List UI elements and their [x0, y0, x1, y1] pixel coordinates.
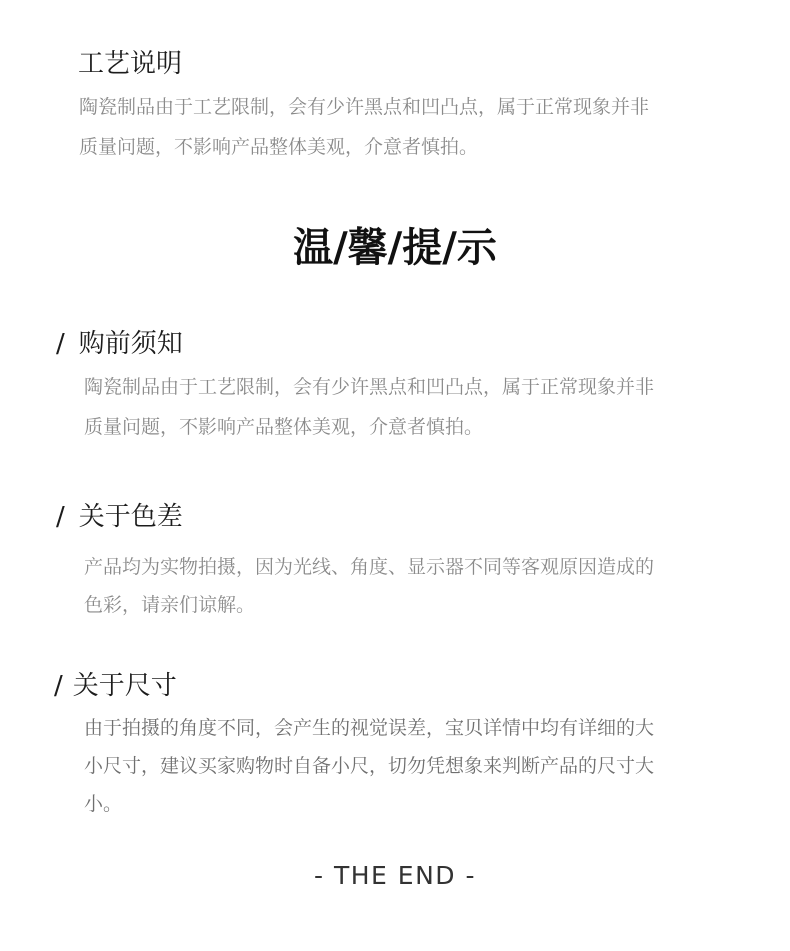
craft-title: 工艺说明 — [78, 49, 183, 79]
section-heading-color-difference — [56, 497, 183, 537]
section-title: 购前须知 — [78, 329, 183, 359]
section-line: 质量问题，不影响产品整体美观，介意者慎拍。 — [84, 416, 484, 438]
the-end-footer: - THE END - — [314, 861, 476, 890]
section-line: 色彩，请亲们谅解。 — [84, 594, 256, 616]
section-slash: / — [56, 329, 65, 359]
craft-line-2: 质量问题，不影响产品整体美观，介意者慎拍。 — [79, 136, 479, 158]
section-heading-before-purchase — [56, 324, 183, 364]
section-heading-size — [54, 666, 177, 706]
section-slash: / — [54, 671, 63, 701]
section-line: 产品均为实物拍摄，因为光线、角度、显示器不同等客观原因造成的 — [84, 556, 655, 578]
main-title: 温/馨/提/示 — [293, 224, 497, 271]
craft-line-1: 陶瓷制品由于工艺限制，会有少许黑点和凹凸点，属于正常现象并非 — [79, 96, 650, 118]
section-line: 小尺寸，建议买家购物时自备小尺，切勿凭想象来判断产品的尺寸大 — [84, 755, 655, 777]
section-line: 陶瓷制品由于工艺限制，会有少许黑点和凹凸点，属于正常现象并非 — [84, 376, 655, 398]
section-line: 小。 — [84, 793, 123, 815]
section-title: 关于尺寸 — [72, 671, 177, 701]
section-slash: / — [56, 502, 65, 532]
section-line: 由于拍摄的角度不同，会产生的视觉误差，宝贝详情中均有详细的大 — [84, 717, 655, 739]
section-title: 关于色差 — [78, 502, 183, 532]
